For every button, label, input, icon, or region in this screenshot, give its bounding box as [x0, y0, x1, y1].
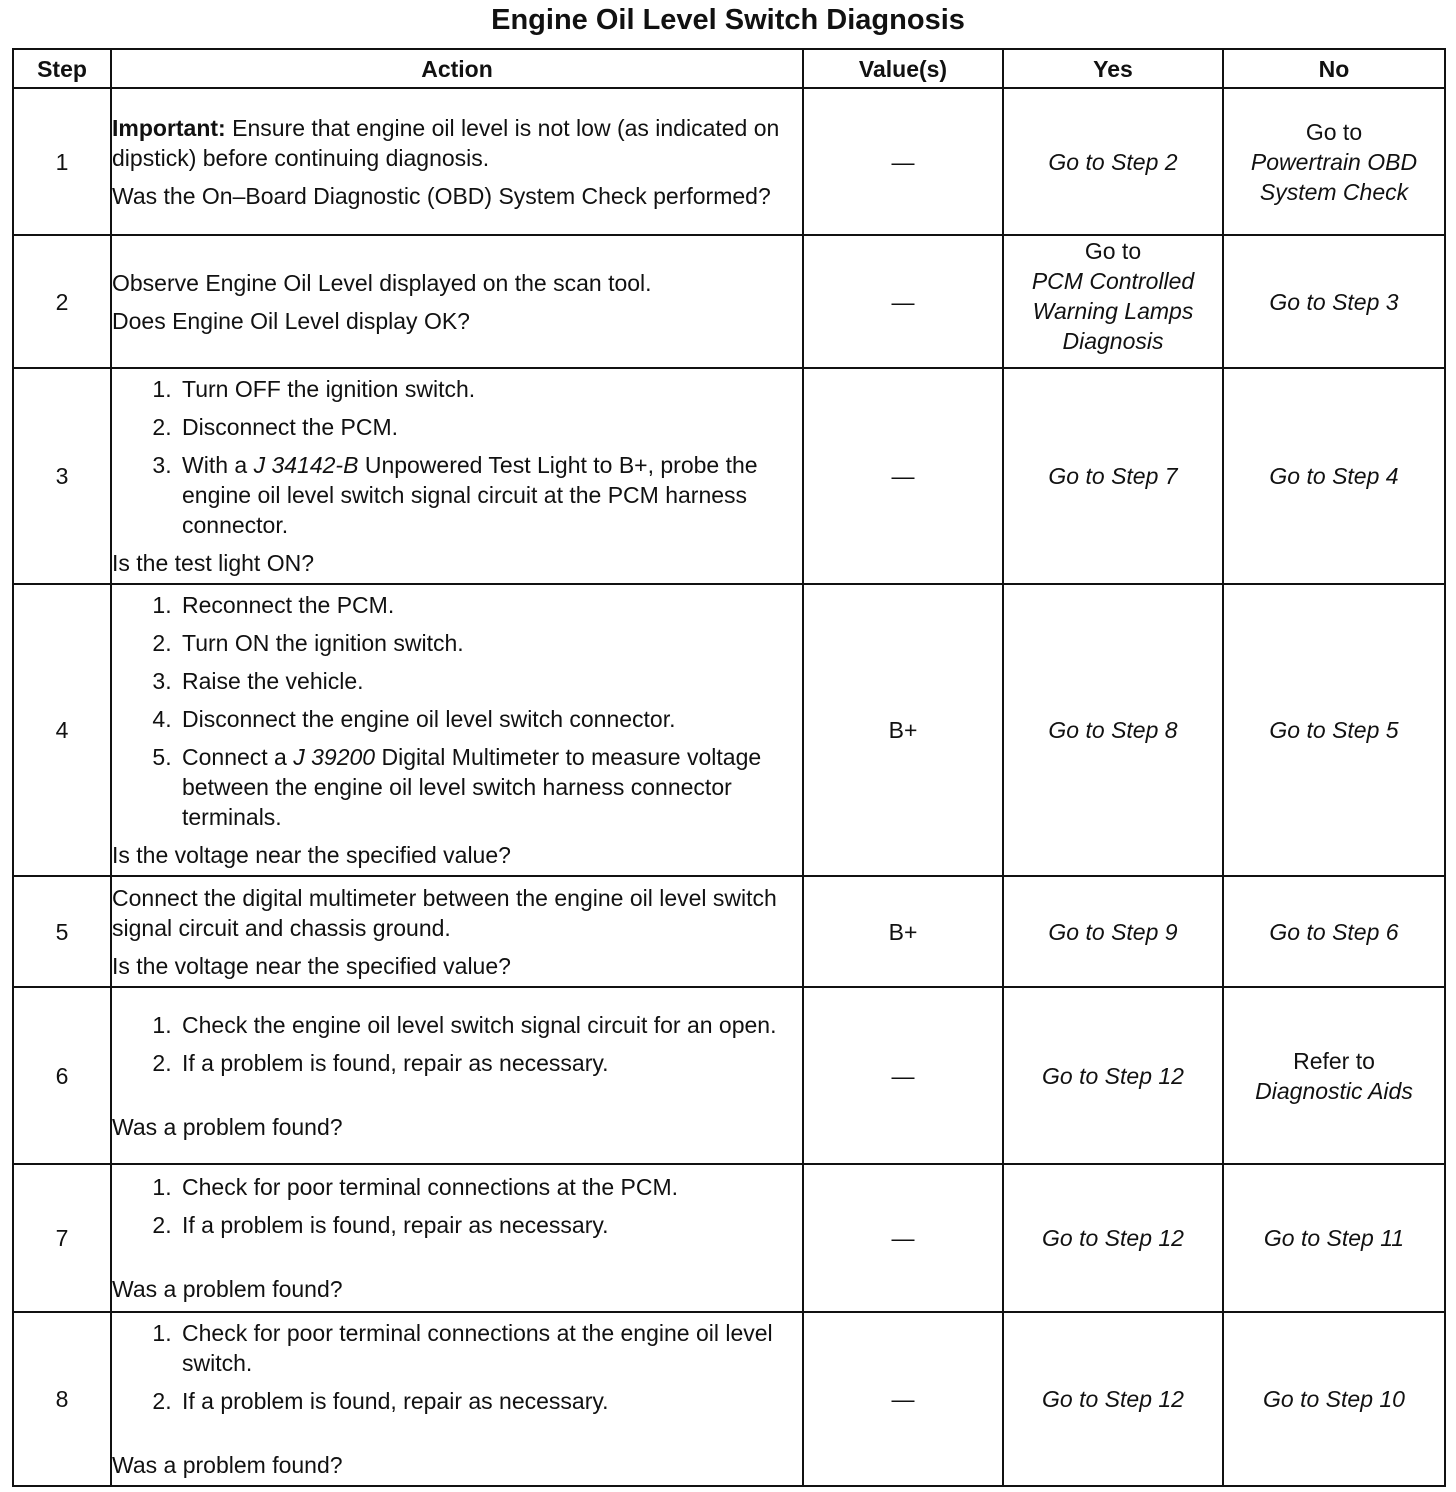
important-text: Ensure that engine oil level is not low (as indicated on dipstick) before continuing diagnosis.: [112, 114, 780, 171]
no-prefix: Refer to: [1293, 1047, 1375, 1074]
header-no: No: [1223, 49, 1445, 88]
table-header-row: [13, 49, 1445, 88]
no-cell: [1223, 88, 1445, 235]
step-number: 7: [13, 1164, 111, 1312]
step-number: 6: [13, 987, 111, 1164]
yes-link[interactable]: Go to Step 12: [1042, 1225, 1184, 1251]
no-link[interactable]: Go to Step 10: [1263, 1386, 1405, 1412]
list-item: 4. Disconnect the engine oil level switch connector.: [178, 704, 802, 734]
no-link[interactable]: Go to Step 6: [1269, 918, 1399, 945]
no-link[interactable]: Powertrain OBD System Check: [1250, 148, 1418, 205]
yes-cell: [1003, 1312, 1223, 1486]
question: Is the test light ON?: [112, 550, 314, 576]
no-cell: [1223, 235, 1445, 368]
question: Was a problem found?: [112, 1276, 343, 1302]
list-item: [178, 450, 802, 540]
header-step: Step: [13, 49, 111, 88]
action-cell: [111, 1164, 803, 1312]
action-cell: [111, 876, 803, 987]
value-cell: —: [803, 1164, 1003, 1312]
no-link[interactable]: Diagnostic Aids: [1255, 1077, 1413, 1104]
action-cell: [111, 88, 803, 235]
list-item: [178, 742, 802, 832]
step-number: 1: [13, 88, 111, 235]
step-number: 8: [13, 1312, 111, 1486]
yes-link[interactable]: PCM Controlled Warning Lamps Diagnosis: [1031, 268, 1195, 354]
header-yes: Yes: [1003, 49, 1223, 88]
header-action: Action: [111, 49, 803, 88]
list-item: 1. Check for poor terminal connections at the PCM.: [178, 1172, 802, 1202]
header-value: Value(s): [803, 49, 1003, 88]
question: Was the On–Board Diagnostic (OBD) System Check performed?: [112, 182, 771, 209]
question: Is the voltage near the specified value?: [112, 842, 511, 868]
action-cell: [111, 987, 803, 1164]
yes-cell: [1003, 876, 1223, 987]
spacer: [112, 1424, 802, 1450]
value-cell: B+: [803, 876, 1003, 987]
question: Is the voltage near the specified value?: [112, 952, 511, 979]
question: Does Engine Oil Level display OK?: [112, 307, 470, 334]
diagnosis-table: [12, 48, 1446, 1487]
no-link[interactable]: Go to Step 5: [1269, 717, 1399, 743]
list-item: 1. Check the engine oil level switch signal circuit for an open.: [178, 1010, 802, 1040]
list-item-text: Unpowered Test Light to B+, probe the engine oil level switch signal circuit at the PCM harness connector.: [182, 452, 758, 538]
table-row: [13, 1312, 1445, 1486]
table-row: [13, 987, 1445, 1164]
table-row: [13, 88, 1445, 235]
yes-link[interactable]: Go to Step 9: [1048, 918, 1178, 945]
yes-link[interactable]: Go to Step 8: [1048, 717, 1178, 743]
action-cell: [111, 584, 803, 876]
yes-cell: [1003, 368, 1223, 584]
no-cell: [1223, 368, 1445, 584]
action-list: [112, 374, 802, 540]
list-item-text: Digital Multimeter to measure voltage between the engine oil level switch harness connector terminals.: [182, 744, 762, 830]
no-cell: [1223, 1312, 1445, 1486]
yes-link[interactable]: Go to Step 12: [1042, 1062, 1184, 1089]
instruction: Observe Engine Oil Level displayed on the scan tool.: [112, 269, 652, 296]
question: Was a problem found?: [112, 1452, 343, 1478]
yes-cell: [1003, 1164, 1223, 1312]
no-link[interactable]: Go to Step 4: [1269, 463, 1399, 489]
list-item: 2. Turn ON the ignition switch.: [178, 628, 802, 658]
value-cell: —: [803, 235, 1003, 368]
table-row: [13, 876, 1445, 987]
action-list: [112, 1010, 802, 1078]
spacer: [112, 1248, 802, 1274]
table-row: [13, 1164, 1445, 1312]
no-cell: [1223, 1164, 1445, 1312]
list-item: 1. Check for poor terminal connections at the engine oil level switch.: [178, 1318, 802, 1378]
step-number: 5: [13, 876, 111, 987]
yes-link[interactable]: Go to Step 12: [1042, 1386, 1184, 1412]
list-item: 1. Reconnect the PCM.: [178, 590, 802, 620]
action-list: [112, 1172, 802, 1240]
yes-link[interactable]: Go to Step 7: [1048, 463, 1178, 489]
no-cell: [1223, 987, 1445, 1164]
tool-name: J 39200: [293, 744, 376, 770]
no-cell: [1223, 876, 1445, 987]
important-note: [112, 113, 802, 173]
list-item: 2. Disconnect the PCM.: [178, 412, 802, 442]
step-number: 2: [13, 235, 111, 368]
list-item: 2. If a problem is found, repair as necessary.: [178, 1048, 802, 1078]
table-row: [13, 235, 1445, 368]
instruction: Connect the digital multimeter between the engine oil level switch signal circuit and chassis ground.: [112, 884, 777, 941]
yes-link[interactable]: Go to Step 2: [1048, 148, 1178, 175]
table-row: [13, 368, 1445, 584]
important-label: Important:: [112, 114, 226, 141]
action-cell: [111, 1312, 803, 1486]
yes-cell: [1003, 235, 1223, 368]
list-item: 1. Turn OFF the ignition switch.: [178, 374, 802, 404]
page-title: Engine Oil Level Switch Diagnosis: [491, 4, 965, 36]
value-cell: —: [803, 987, 1003, 1164]
list-item-text: Connect a: [182, 744, 294, 770]
step-number: 3: [13, 368, 111, 584]
list-item-text: With a: [182, 452, 254, 478]
value-cell: —: [803, 88, 1003, 235]
tool-name: J 34142-B: [253, 452, 359, 478]
action-cell: [111, 368, 803, 584]
list-item: 3. Raise the vehicle.: [178, 666, 802, 696]
no-link[interactable]: Go to Step 11: [1263, 1225, 1405, 1251]
yes-cell: [1003, 584, 1223, 876]
list-item: 2. If a problem is found, repair as necessary.: [178, 1386, 802, 1416]
no-cell: [1223, 584, 1445, 876]
value-cell: —: [803, 368, 1003, 584]
action-cell: [111, 235, 803, 368]
no-prefix: Go to: [1305, 118, 1363, 145]
spacer: [112, 1086, 802, 1112]
value-cell: —: [803, 1312, 1003, 1486]
action-list: [112, 590, 802, 832]
yes-cell: [1003, 88, 1223, 235]
value-cell: B+: [803, 584, 1003, 876]
list-item: 2. If a problem is found, repair as necessary.: [178, 1210, 802, 1240]
table-row: [13, 584, 1445, 876]
step-number: 4: [13, 584, 111, 876]
yes-cell: [1003, 987, 1223, 1164]
action-list: [112, 1318, 802, 1416]
yes-prefix: Go to: [1084, 238, 1142, 264]
question: Was a problem found?: [112, 1113, 343, 1140]
no-link[interactable]: Go to Step 3: [1269, 288, 1399, 315]
